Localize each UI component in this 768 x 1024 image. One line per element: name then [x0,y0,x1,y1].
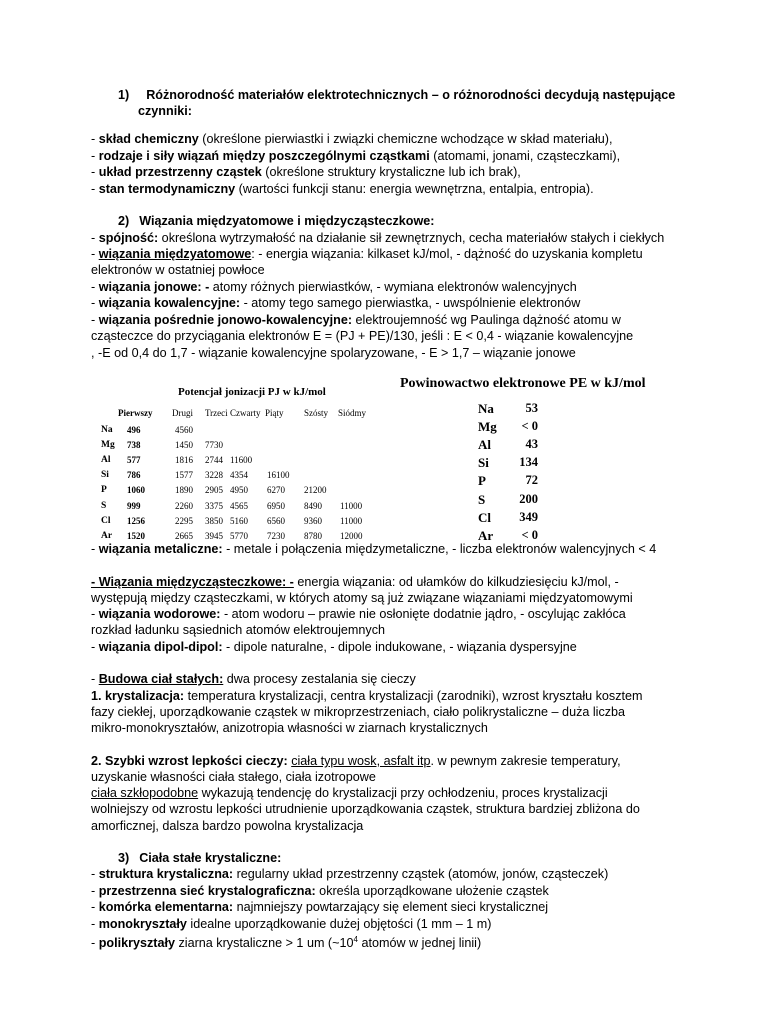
table-cell: 3945 [205,530,223,541]
row-label: Si [478,455,489,471]
paragraph-text: fazy ciekłej, uporządkowanie cząstek w mikroprzestrzeniach, ciało polikrystaliczne – duża liczba [91,705,626,719]
section-1-heading-cont: czynniki: [138,104,192,118]
table-cell: 4950 [230,485,248,496]
table-cell: 3375 [205,500,223,511]
table-cell: 43 [525,437,538,452]
table-title: Potencjał jonizacji PJ w kJ/mol [178,386,326,398]
table-cell: 7230 [267,530,285,541]
list-item: - struktura krystaliczna: regularny układ przestrzenny cząstek (atomów, jonów, cząsteczek) [91,867,609,881]
column-header: Trzeci [205,408,228,418]
table-cell: 577 [127,455,141,466]
list-item: - polikryształy ziarna krystaliczne > 1 um ($\sim 10^4$ atomów w jednej linii) [91,935,482,951]
table-cell: 11000 [340,500,363,511]
table-cell: 8780 [304,530,322,541]
paragraph-jonowe: - wiązania jonowe: - atomy różnych pierwiastków, - wymiana elektronów walencyjnych [91,280,577,294]
section-3-heading: 3) Ciała stałe krystaliczne: [118,851,282,865]
table-cell: 1256 [127,515,145,526]
table-cell: 3228 [205,470,223,481]
paragraph-kowalencyjne: - wiązania kowalencyjne: - atomy tego samego pierwiastka, - uwspólnienie elektronów [91,296,581,310]
list-item: - stan termodynamiczny (wartości funkcji stanu: energia wewnętrzna, entalpia, entropia). [91,182,594,196]
table-cell: < 0 [521,419,538,434]
list-item: - rodzaje i siły wiązań między poszczególnymi cząstkami (atomami, jonami, cząsteczkami), [91,149,621,163]
table-cell: 2905 [205,485,223,496]
table-title: Powinowactwo elektronowe PE w kJ/mol [400,376,646,391]
table-cell: 2744 [205,455,223,466]
table-cell: 21200 [304,485,327,496]
table-cell: 1450 [175,440,193,451]
row-label: S [101,500,107,511]
paragraph-posrednie: - wiązania pośrednie jonowo-kowalencyjne: elektroujemność wg Paulinga dążność atomu w [91,313,621,327]
section-1-heading [118,87,675,103]
table-cell: 1577 [175,470,193,481]
table-cell: 6950 [267,500,285,511]
paragraph-miedzyczasteczkowe: - Wiązania międzycząsteczkowe: - energia wiązania: od ułamków do kilkudziesięciu kJ/mol, - [91,575,619,589]
section-number: 1) [118,88,130,102]
row-label: P [478,473,486,489]
paragraph-wiazania-miedzyatomowe: - wiązania międzyatomowe: - energia wiązania: kilkaset kJ/mol, - dążność do uzyskania kompletu [91,247,643,261]
row-label: Cl [101,515,111,526]
table-cell: 4565 [230,500,248,511]
paragraph-krystalizacja: 1. krystalizacja: temperatura krystalizacji, centra krystalizacji (zarodniki), wzrost kryształu kosztem [91,689,643,703]
table-cell: 7730 [205,440,223,451]
table-cell: 1890 [175,485,193,496]
table-cell: 5770 [230,530,248,541]
column-header: Pierwszy [118,408,153,418]
table-cell: 16100 [267,470,290,481]
table-cell: 2260 [175,500,193,511]
ionization-table [91,378,411,541]
row-label: Cl [478,509,491,525]
table-cell: 6560 [267,515,285,526]
electron-affinity-table [398,372,678,543]
table-cell: 53 [525,401,538,415]
table-cell: 8490 [304,500,322,511]
table-cell: 786 [127,470,141,481]
row-label: Mg [478,419,497,435]
column-header: Drugi [172,408,193,418]
table-cell: 1816 [175,455,193,466]
row-label: Na [478,401,494,416]
table-cell: 496 [127,425,141,435]
table-cell: 5160 [230,515,248,526]
table-cell: 2295 [175,515,193,526]
table-cell: 134 [519,455,538,470]
row-label: Al [478,437,491,453]
row-label: Na [101,425,113,435]
paragraph-text: rozkład ładunku sąsiednich atomów elektroujemnych [91,623,386,637]
row-label: Si [101,470,109,481]
list-item: - komórka elementarna: najmniejszy powtarzający się element sieci krystalicznej [91,900,549,914]
table-cell: 999 [127,500,141,511]
row-label: Al [101,455,111,466]
table-cell: 200 [519,491,538,506]
table-cell: 1520 [127,530,145,541]
table-cell: 12000 [340,530,363,541]
paragraph-wodorowe: - wiązania wodorowe: - atom wodoru – prawie nie osłonięte dodatnie jądro, - oscylując zakłóca [91,607,626,621]
paragraph-text: wolniejszy od wzrostu lepkości utrudnienie uporządkowania cząstek, struktura bardziej zbliżona do [91,802,640,816]
paragraph-szybki-wzrost: 2. Szybki wzrost lepkości cieczy: ciała typu wosk, asfalt itp. w pewnym zakresie temperatury, [91,754,621,768]
paragraph-text: cząsteczce do przyciągania elektronów E = (PJ + PE)/130, jeśli : E < 0,4 - wiązanie kowalencyjne [91,329,634,343]
table-cell: 11000 [340,515,363,526]
section-title: Różnorodność materiałów elektrotechnicznych – o różnorodności decydują następujące [146,88,676,102]
row-label: P [101,485,107,496]
row-label: Mg [101,440,115,451]
table-cell: 72 [525,473,538,488]
paragraph-spojnosc: - spójność: określona wytrzymałość na działanie sił zewnętrznych, cecha materiałów stałych i ciekłych [91,231,665,245]
paragraph-text: mikro-monokryształów, anizotropia własności w ziarnach krystalicznych [91,721,488,735]
paragraph-text: ciała szkłopodobne wykazują tendencję do krystalizacji przy ochłodzeniu, proces krystalizacji [91,786,608,800]
row-label: Ar [478,527,494,543]
table-cell: 2665 [175,530,193,541]
paragraph-text: elektronów w ostatniej powłoce [91,263,265,277]
paragraph-text: występują między cząsteczkami, w których atomy są już związane wiązaniami międzyatomowymi [91,591,633,605]
list-item: - monokryształy idealne uporządkowanie dużej objętości (1 mm – 1 m) [91,917,492,931]
list-item: - przestrzenna sieć krystalograficzna: określa uporządkowane ułożenie cząstek [91,884,549,898]
table-cell: 9360 [304,515,322,526]
table-cell: 738 [127,440,141,451]
paragraph-budowa: - Budowa ciał stałych: dwa procesy zestalania się cieczy [91,672,416,686]
row-label: Ar [101,530,113,541]
list-item: - układ przestrzenny cząstek (określone struktury krystaliczne lub ich brak), [91,165,521,179]
column-header: Piąty [265,408,284,418]
table-cell: 4354 [230,470,248,481]
table-cell: 1060 [127,485,145,496]
list-item: - skład chemiczny (określone pierwiastki i związki chemiczne wchodzące w skład materiału), [91,132,613,146]
table-cell: 11600 [230,455,253,466]
paragraph-text: , -E od 0,4 do 1,7 - wiązanie kowalencyjne spolaryzowane, - E > 1,7 – wiązanie jonowe [91,346,576,360]
column-header: Szósty [304,408,329,418]
row-label: S [478,491,486,507]
column-header: Siódmy [338,408,367,418]
paragraph-text: amorficznej, dalsza bardzo powolna krystalizacja [91,819,364,833]
table-cell: 3850 [205,515,223,526]
table-cell: 6270 [267,485,285,496]
section-2-heading: 2) Wiązania międzyatomowe i międzycząsteczkowe: [118,214,435,228]
paragraph-dipol: - wiązania dipol-dipol: - dipole naturalne, - dipole indukowane, - wiązania dyspersyjne [91,640,577,654]
column-header: Czwarty [230,408,261,418]
table-cell: < 0 [521,527,538,542]
paragraph-metaliczne: - wiązania metaliczne: - metale i połączenia międzymetaliczne, - liczba elektronów walencyjnych < 4 [91,542,657,556]
paragraph-text: uzyskanie własności ciała stałego, ciała izotropowe [91,770,376,784]
table-cell: 4560 [175,425,193,435]
table-cell: 349 [519,509,538,524]
